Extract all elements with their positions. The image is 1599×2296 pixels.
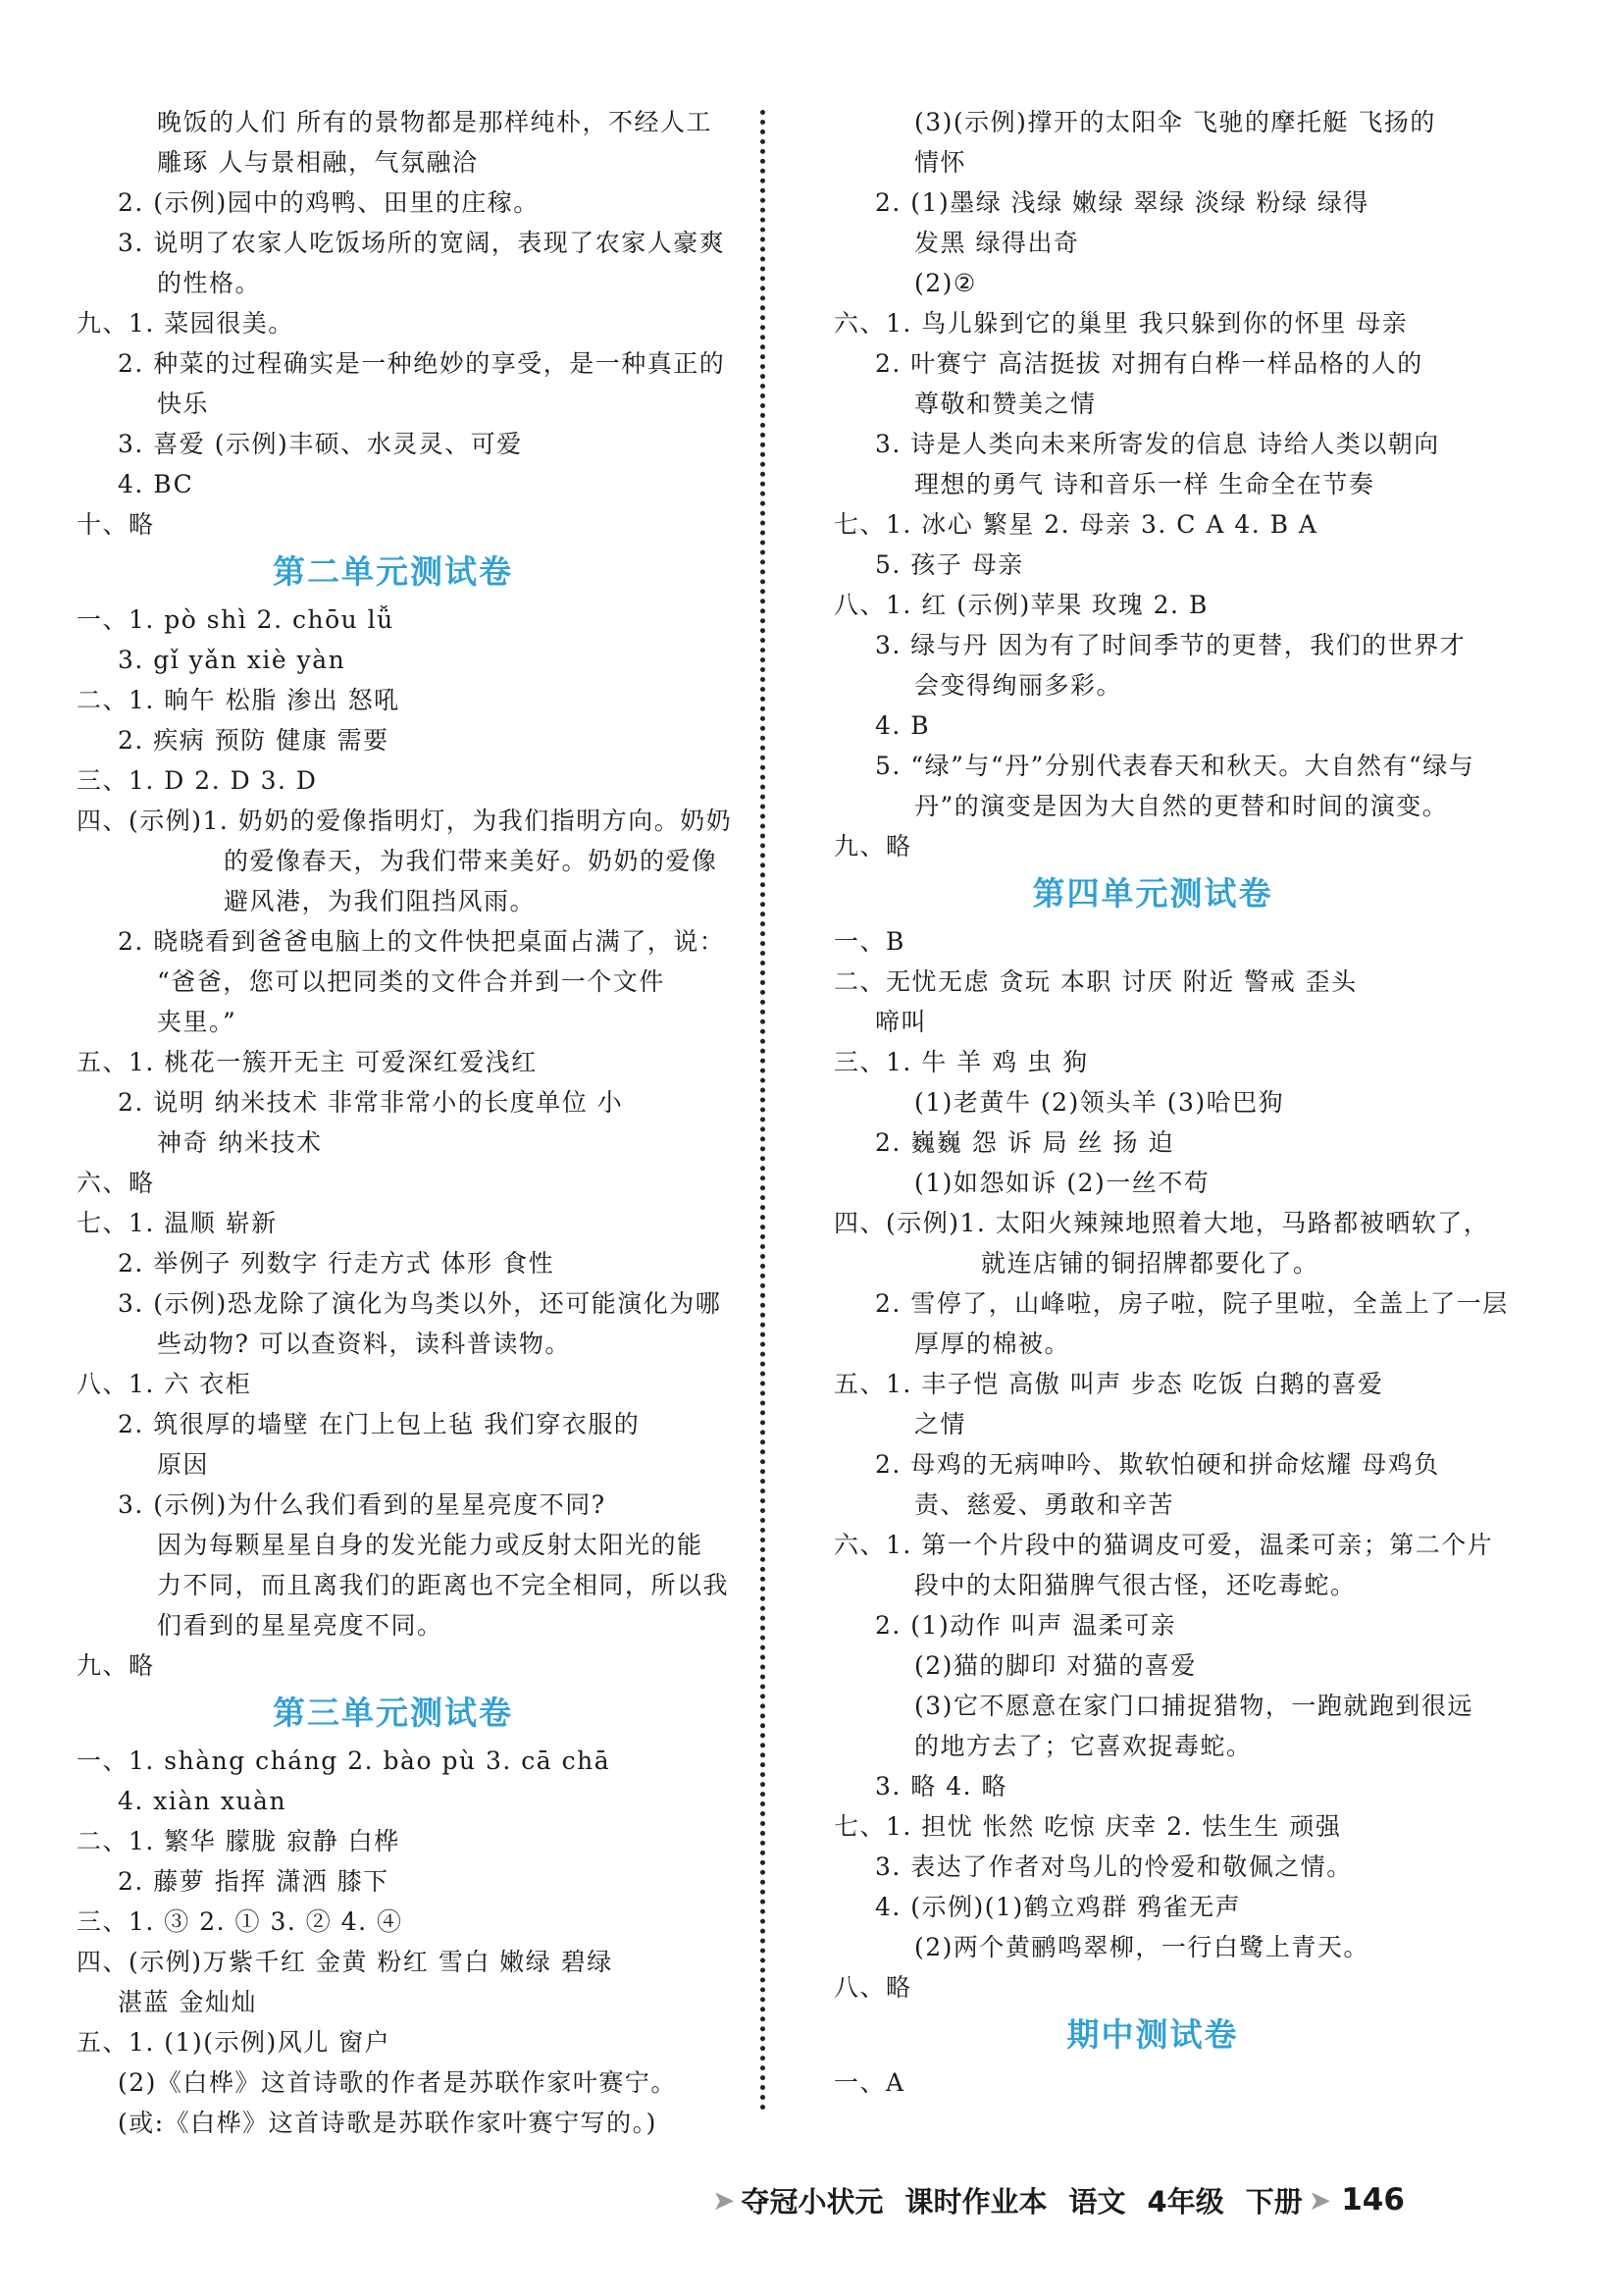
footer-subject: 语文 [1068,2184,1126,2218]
column-divider [760,110,765,2112]
answer-line: 六、1. 鸟儿躲到它的巢里 我只躲到你的怀里 母亲 [834,309,1409,338]
right-column [834,102,1509,2103]
answer-line: 情怀 [914,148,967,177]
answer-line: 5. “绿”与“丹”分别代表春天和秋天。大自然有“绿与 [875,752,1475,780]
answer-line: 2. 举例子 列数字 行走方式 体形 食性 [118,1249,555,1278]
answer-line: 3. 说明了农家人吃饭场所的宽阔，表现了农家人豪爽 [118,229,726,257]
answer-line: 3. 绿与丹 因为有了时间季节的更替，我们的世界才 [875,631,1467,659]
answer-line: 雕琢 人与景相融，气氛融洽 [157,148,479,177]
footer-grade: 4年级 [1147,2184,1224,2218]
answer-line: 3. 喜爱 (示例)丰硕、水灵灵、可爱 [118,430,523,458]
answer-line: 4. BC [118,470,194,498]
answer-line: 五、1. (1)(示例)风儿 窗户 [77,2028,391,2057]
answer-line: 晚饭的人们 所有的景物都是那样纯朴，不经人工 [157,108,712,136]
answer-line: 九、略 [834,832,912,861]
footer-volume: 下册 [1245,2184,1303,2218]
answer-line: 2. 种菜的过程确实是一种绝妙的享受，是一种真正的 [118,349,726,378]
answer-line: 2. 巍巍 怨 诉 局 丝 扬 迫 [875,1128,1174,1157]
answer-line: 八、1. 六 衣柜 [77,1370,252,1398]
answer-line: 二、无忧无虑 贪玩 本职 讨厌 附近 警戒 歪头 [834,967,1358,996]
page-number: 146 [1341,2182,1405,2218]
answer-line: (或:《白桦》这首诗歌是苏联作家叶赛宁写的。) [118,2109,657,2137]
answer-line: 三、1. ③ 2. ① 3. ② 4. ④ [77,1907,403,1936]
answer-line: 因为每颗星星自身的发光能力或反射太阳光的能 [157,1531,703,1559]
answer-line: 夹里。” [157,1008,237,1036]
answer-line: (2)② [914,269,977,297]
answer-line: 2. (示例)园中的鸡鸭、田里的庄稼。 [118,188,540,217]
answer-line: 的地方去了；它喜欢捉毒蛇。 [914,1732,1253,1760]
answer-line: 2. 筑很厚的墙壁 在门上包上毡 我们穿衣服的 [118,1410,641,1438]
left-column [77,102,733,2143]
footer-brand: 夺冠小状元 [741,2184,884,2218]
answer-line: (2)两个黄鹂鸣翠柳，一行白鹭上青天。 [914,1933,1369,1961]
arrow-icon: ➤ [712,2183,736,2217]
answer-line: 段中的太阳猫脾气很古怪，还吃毒蛇。 [914,1571,1357,1599]
answer-line: 八、略 [834,1973,912,2002]
answer-line: 的爱像春天，为我们带来美好。奶奶的爱像 [224,847,718,875]
answer-line: 七、1. 担忧 怅然 吃惊 庆幸 2. 怯生生 顽强 [834,1812,1342,1841]
answer-line: 3. (示例)为什么我们看到的星星亮度不同? [118,1490,606,1519]
footer-book: 课时作业本 [904,2184,1048,2218]
answer-line: 湛蓝 金灿灿 [118,1988,257,2016]
answer-line: 4. (示例)(1)鹤立鸡群 鸦雀无声 [875,1893,1242,1921]
answer-line: 理想的勇气 诗和音乐一样 生命全在节奏 [914,470,1375,498]
answer-line: 二、1. 繁华 朦胧 寂静 白桦 [77,1827,400,1855]
answer-line: 二、1. 晌午 松脂 渗出 怒吼 [77,686,400,714]
section-title: 第二单元测试卷 [273,552,513,591]
answer-line: 2. 疾病 预防 健康 需要 [118,726,389,755]
answer-line: 三、1. 牛 羊 鸡 虫 狗 [834,1048,1089,1076]
answer-line: (2)猫的脚印 对猫的喜爱 [914,1651,1197,1680]
answer-line: 避风港，为我们阻挡风雨。 [224,887,537,915]
answer-line: 九、略 [77,1651,155,1680]
answer-line: 2. 藤萝 指挥 潇洒 膝下 [118,1867,389,1896]
answer-line: 责、慈爱、勇敢和辛苦 [914,1490,1175,1519]
answer-line: 九、1. 菜园很美。 [77,309,294,338]
answer-line: (1)如怨如诉 (2)一丝不苟 [914,1169,1211,1197]
answer-line: 八、1. 红 (示例)苹果 玫瑰 2. B [834,591,1209,619]
answer-line: 尊敬和赞美之情 [914,390,1097,418]
answer-line: 一、1. shàng cháng 2. bào pù 3. cā chā [77,1747,611,1775]
answer-line: 4. xiàn xuàn [118,1787,287,1815]
answer-line: 3. 略 4. 略 [875,1772,1008,1800]
arrow-icon: ➤ [1308,2183,1332,2217]
answer-line: 一、1. pò shì 2. chōu lǚ [77,605,394,634]
answer-line: (3)它不愿意在家门口捕捉猎物，一跑就跑到很远 [914,1692,1473,1720]
answer-line: (2)《白桦》这首诗歌的作者是苏联作家叶赛宁。 [118,2068,677,2097]
answer-line: 五、1. 桃花一簇开无主 可爱深红爱浅红 [77,1048,538,1076]
answer-line: (1)老黄牛 (2)领头羊 (3)哈巴狗 [914,1088,1285,1117]
answer-line: 发黑 绿得出奇 [914,229,1080,257]
footer [706,2176,1405,2223]
answer-line: 3. gǐ yǎn xiè yàn [118,646,346,674]
answer-line: 一、B [834,927,905,956]
answer-line: 就连店铺的铜招牌都要化了。 [981,1249,1319,1278]
answer-line: 神奇 纳米技术 [157,1128,323,1157]
answer-line: 4. B [875,711,931,740]
answer-line: 四、(示例)1. 奶奶的爱像指明灯，为我们指明方向。奶奶 [77,807,733,835]
answer-line: 丹”的演变是因为大自然的更替和时间的演变。 [914,792,1449,820]
answer-line: 原因 [157,1450,210,1479]
answer-line: 些动物? 可以查资料，读科普读物。 [157,1330,571,1358]
answer-line: 的性格。 [157,269,262,297]
answer-line: 3. (示例)恐龙除了演化为鸟类以外，还可能演化为哪 [118,1289,722,1318]
answer-line: 十、略 [77,510,155,539]
answer-line: 2. 雪停了，山峰啦，房子啦，院子里啦，全盖上了一层 [875,1289,1509,1318]
answer-line: 2. 叶赛宁 高洁挺拔 对拥有白桦一样品格的人的 [875,349,1423,378]
answer-line: “爸爸，您可以把同类的文件合并到一个文件 [157,967,665,996]
answer-line: 四、(示例)1. 太阳火辣辣地照着大地，马路都被晒软了， [834,1209,1490,1237]
section-title: 第三单元测试卷 [273,1694,513,1732]
answer-line: 六、1. 第一个片段中的猫调皮可爱，温柔可亲；第二个片 [834,1531,1494,1559]
answer-line: 七、1. 冰心 繁星 2. 母亲 3. C A 4. B A [834,510,1318,539]
answer-line: 5. 孩子 母亲 [875,550,1024,579]
answer-line: 2. 说明 纳米技术 非常非常小的长度单位 小 [118,1088,624,1117]
answer-line: 一、A [834,2068,905,2097]
answer-line: 快乐 [157,390,210,418]
answer-line: 三、1. D 2. D 3. D [77,766,318,795]
section-title: 期中测试卷 [1066,2015,1239,2054]
answer-line: 力不同，而且离我们的距离也不完全相同，所以我 [157,1571,730,1599]
answer-line: 2. (1)动作 叫声 温柔可亲 [875,1611,1177,1640]
answer-line: 3. 表达了作者对鸟儿的怜爱和敬佩之情。 [875,1852,1353,1881]
answer-line: 五、1. 丰子恺 高傲 叫声 步态 吃饭 白鹅的喜爱 [834,1370,1384,1398]
answer-line: 2. 母鸡的无病呻吟、欺软怕硬和拼命炫耀 母鸡负 [875,1450,1440,1479]
answer-line: 四、(示例)万紫千红 金黄 粉红 雪白 嫩绿 碧绿 [77,1948,613,1976]
answer-line: 2. 晓晓看到爸爸电脑上的文件快把桌面占满了，说： [118,927,726,956]
answer-line: 3. 诗是人类向未来所寄发的信息 诗给人类以朝向 [875,430,1440,458]
answer-line: 们看到的星星亮度不同。 [157,1611,443,1640]
answer-line: 六、略 [77,1169,155,1197]
answer-line: 之情 [914,1410,967,1438]
answer-line: 2. (1)墨绿 浅绿 嫩绿 翠绿 淡绿 粉绿 绿得 [875,188,1369,217]
answer-line: 厚厚的棉被。 [914,1330,1071,1358]
answer-line: 七、1. 温顺 崭新 [77,1209,278,1237]
answer-line: 啼叫 [875,1008,928,1036]
answer-line: (3)(示例)撑开的太阳伞 飞驰的摩托艇 飞扬的 [914,108,1436,136]
answer-line: 会变得绚丽多彩。 [914,671,1123,700]
section-title: 第四单元测试卷 [1032,874,1273,913]
